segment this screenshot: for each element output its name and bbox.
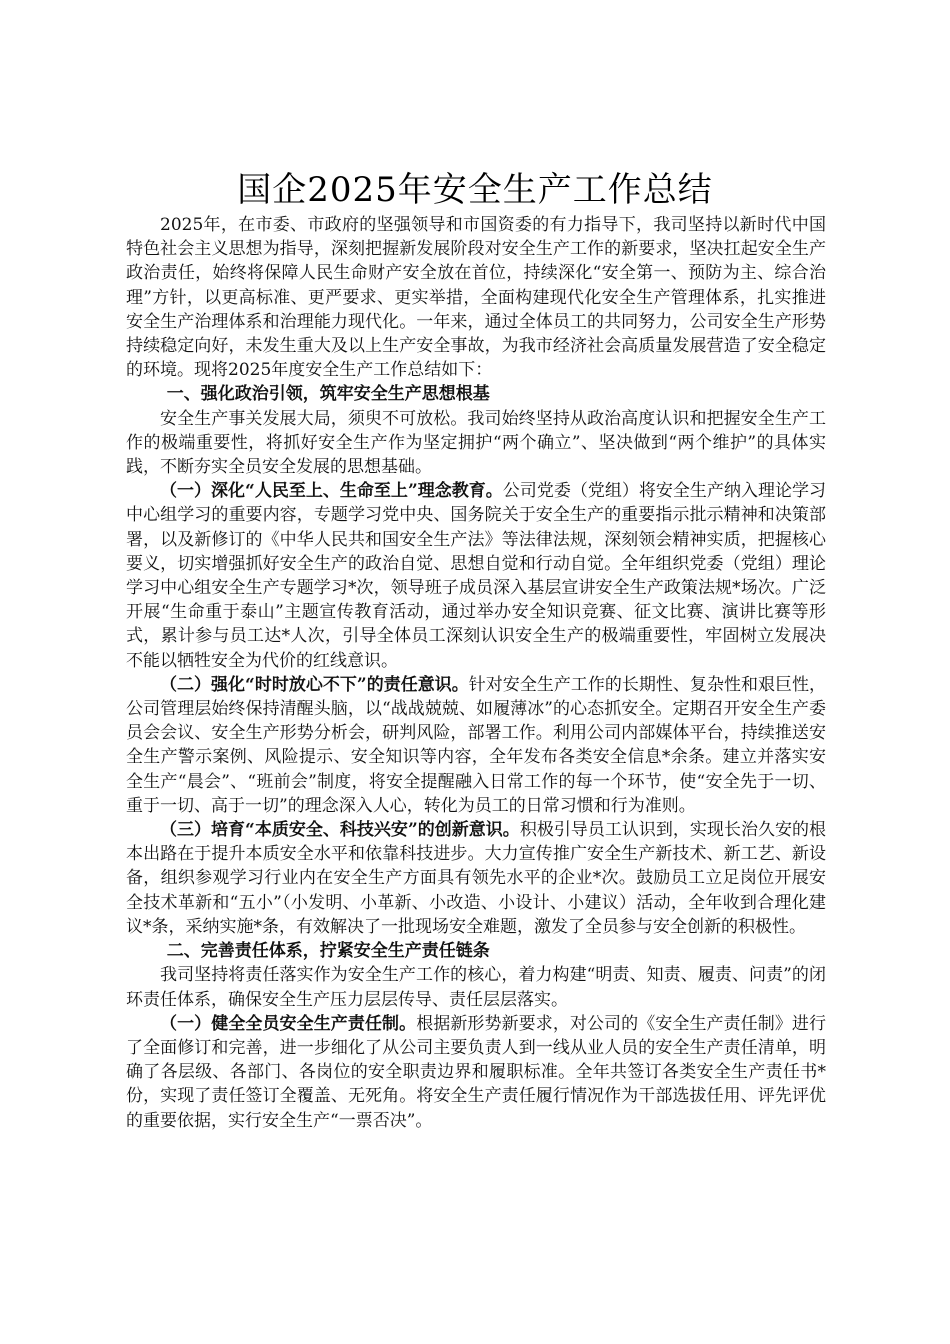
- item-paragraph: [126, 1012, 826, 1133]
- item-lead: （一）健全全员安全生产责任制。: [160, 1013, 417, 1034]
- section-intro-paragraph: 安全生产事关发展大局，须臾不可放松。我司始终坚持从政治高度认识和把握安全生产工作的极端重要性，将抓好安全生产作为坚定拥护“两个确立”、坚决做到“两个维护”的具体实践，不断夯实全员安全发展的思想基础。: [126, 408, 826, 478]
- item-text: 公司党委（党组）将安全生产纳入理论学习中心组学习的重要内容，专题学习党中央、国务院关于安全生产的重要指示批示精神和决策部署，以及新修订的《中华人民共和国安全生产法》等法律法规，深刻领会精神实质，把握核心要义，切实增强抓好安全生产的政治自觉、思想自觉和行动自觉。全年组织党委（党组）理论学习中心组安全生产专题学习*次，领导班子成员深入基层宣讲安全生产政策法规*场次。广泛开展“生命重于泰山”主题宣传教育活动，通过举办安全知识竞赛、征文比赛、演讲比赛等形式，累计参与员工达*人次，引导全体员工深刻认识安全生产的极端重要性，牢固树立发展决不能以牺牲安全为代价的红线意识。: [126, 481, 826, 671]
- item-lead: （二）强化“时时放心不下”的责任意识。: [160, 674, 469, 695]
- document-body: [126, 213, 826, 1133]
- item-lead: （一）深化“人民至上、生命至上”理念教育。: [160, 481, 503, 502]
- item-paragraph: [126, 479, 826, 673]
- item-text: 根据新形势新要求，对公司的《安全生产责任制》进行了全面修订和完善，进一步细化了从公司主要负责人到一线从业人员的安全生产责任清单，明确了各层级、各部门、各岗位的安全职责边界和履职标准。全年共签订各类安全生产责任书*份，实现了责任签订全覆盖、无死角。将安全生产责任履行情况作为干部选拔任用、评先评优的重要依据，实行安全生产“一票否决”。: [126, 1013, 827, 1131]
- item-paragraph: [126, 818, 826, 939]
- section-heading: 一、强化政治引领，筑牢安全生产思想根基: [166, 384, 490, 405]
- section-intro-paragraph: 我司坚持将责任落实作为安全生产工作的核心，着力构建“明责、知责、履责、问责”的闭环责任体系，确保安全生产压力层层传导、责任层层落实。: [126, 965, 826, 1010]
- item-text: 针对安全生产工作的长期性、复杂性和艰巨性，公司管理层始终保持清醒头脑，以“战战兢兢、如履薄冰”的心态抓安全。定期召开安全生产委员会会议、安全生产形势分析会，研判风险，部署工作。利用公司内部媒体平台，持续推送安全生产警示案例、风险提示、安全知识等内容，全年发布各类安全信息*余条。建立并落实安全生产“晨会”、“班前会”制度，将安全提醒融入日常工作的每一个环节，使“安全先于一切、重于一切、高于一切”的理念深入人心，转化为员工的日常习惯和行为准则。: [126, 674, 827, 816]
- item-lead: （三）培育“本质安全、科技兴安”的创新意识。: [160, 820, 520, 841]
- section-heading: 二、完善责任体系，拧紧安全生产责任链条: [166, 941, 490, 962]
- item-paragraph: [126, 673, 826, 818]
- intro-paragraph: 2025年，在市委、市政府的坚强领导和市国资委的有力指导下，我司坚持以新时代中国特色社会主义思想为指导，深刻把握新发展阶段对安全生产工作的新要求，坚决扛起安全生产政治责任，始终将保障人民生命财产安全放在首位，持续深化“安全第一、预防为主、综合治理”方针，以更高标准、更严要求、更实举措，全面构建现代化安全生产管理体系，扎实推进安全生产治理体系和治理能力现代化。一年来，通过全体员工的共同努力，公司安全生产形势持续稳定向好，未发生重大及以上生产安全事故，为我市经济社会高质量发展营造了安全稳定的环境。现将2025年度安全生产工作总结如下：: [126, 215, 826, 381]
- document-title: 国企2025年安全生产工作总结: [237, 170, 713, 210]
- item-text: 积极引导员工认识到，实现长治久安的根本出路在于提升本质安全水平和依靠科技进步。大力宣传推广安全生产新技术、新工艺、新设备，组织参观学习行业内在安全生产方面具有领先水平的企业*次。鼓励员工立足岗位开展安全技术革新和“五小”（小发明、小革新、小改造、小设计、小建议）活动，全年收到合理化建议*条，采纳实施*条，有效解决了一批现场安全难题，激发了全员参与安全创新的积极性。: [126, 820, 827, 937]
